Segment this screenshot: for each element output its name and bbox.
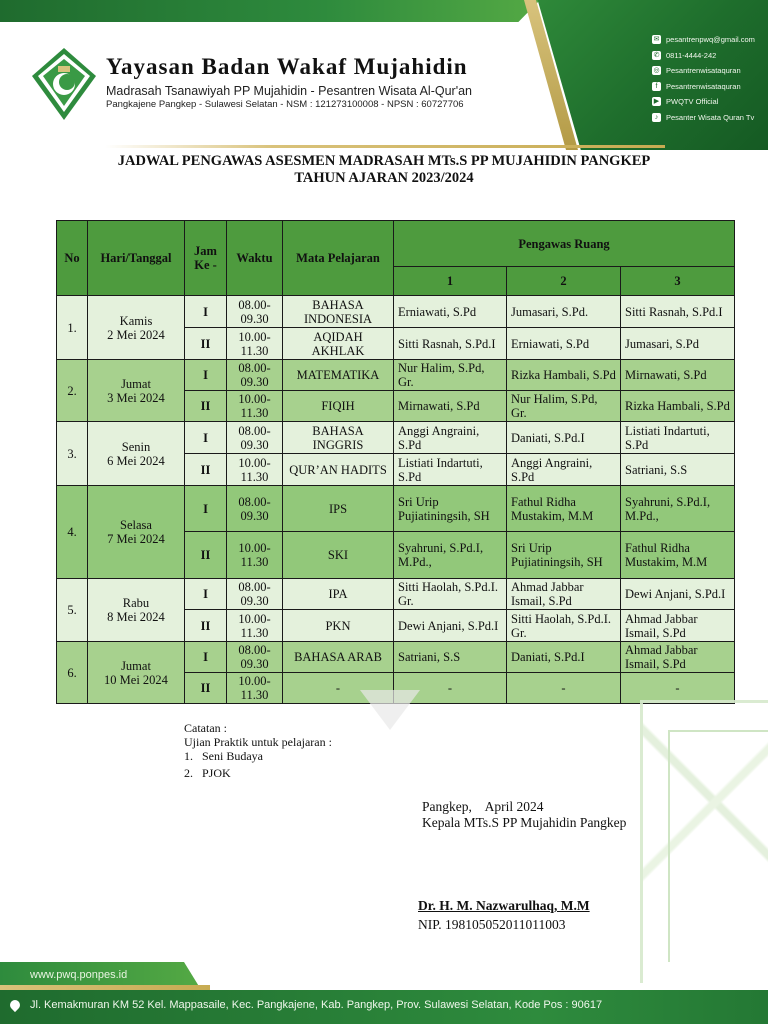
youtube-icon: ▶ [653,98,660,106]
contact-tiktok [652,110,768,126]
location-pin-icon [8,998,22,1012]
contact-text: Pesantrenwisataquran [666,66,741,76]
footer-address-text: Jl. Kemakmuran KM 52 Kel. Mappasaile, Kec. Pangkajene, Kab. Pangkep, Prov. Sulawesi Selatan, Kode Pos : 90617 [30,999,603,1011]
header-top-band [0,0,540,22]
signature-block [422,799,626,831]
session-subject: BAHASA INGGRIS [283,422,394,454]
session-jam: II [185,532,227,579]
header-room-1: 1 [394,267,507,296]
supervisor-room-1: Satriani, S.S [394,642,507,673]
supervisor-room-1: Sri Urip Pujiatiningsih, SH [394,486,507,532]
table-row [57,422,735,454]
foundation-logo [30,46,98,122]
header-mapel: Mata Pelajaran [283,221,394,296]
session-time: 08.00-09.30 [227,422,283,454]
row-number: 1. [57,296,88,360]
contact-text: 0811-4444-242 [666,50,717,60]
session-time: 08.00-09.30 [227,360,283,391]
header-divider [105,145,665,148]
supervisor-room-3: Fathul Ridha Mustakim, M.M [621,532,735,579]
row-day: Jumat 10 Mei 2024 [88,642,185,704]
session-time: 10.00-11.30 [227,673,283,704]
supervisor-room-2: - [507,673,621,704]
signer-nip: NIP. 198105052011011003 [418,917,566,932]
row-day: Rabu 8 Mei 2024 [88,579,185,642]
supervisor-room-2: Erniawati, S.Pd [507,328,621,360]
contact-text: pesantrenpwq@gmail.com [666,35,755,45]
session-jam: I [185,296,227,328]
supervisor-room-3: Mirnawati, S.Pd [621,360,735,391]
session-subject: BAHASA INDONESIA [283,296,394,328]
session-subject: MATEMATIKA [283,360,394,391]
header-room-2: 2 [507,267,621,296]
contact-instagram [652,63,768,79]
signature-position: Kepala MTs.S PP Mujahidin Pangkep [422,815,627,830]
session-jam: I [185,360,227,391]
supervisor-room-2: Sri Urip Pujiatiningsih, SH [507,532,621,579]
supervisor-room-3: Sitti Rasnah, S.Pd.I [621,296,735,328]
supervisor-room-3: - [621,673,735,704]
session-time: 10.00-11.30 [227,391,283,422]
supervisor-room-3: Rizka Hambali, S.Pd [621,391,735,422]
supervisor-room-2: Ahmad Jabbar Ismail, S.Pd [507,579,621,610]
signer-name: Dr. H. M. Nazwarulhaq, M.M [418,898,590,913]
supervisor-room-3: Syahruni, S.Pd.I, M.Pd., [621,486,735,532]
row-day: Kamis 2 Mei 2024 [88,296,185,360]
contact-text: PWQTV Official [666,97,719,107]
session-time: 10.00-11.30 [227,610,283,642]
header-day: Hari/Tanggal [88,221,185,296]
table-row [57,296,735,328]
organization-name: Yayasan Badan Wakaf Mujahidin [106,54,468,79]
school-address-ids: Pangkajene Pangkep - Sulawesi Selatan - NSM : 121273100008 - NPSN : 60727706 [106,99,464,110]
table-row [57,360,735,391]
session-subject: - [283,673,394,704]
signature-place-date: Pangkep, April 2024 [422,799,544,814]
supervisor-room-1: Listiati Indartuti, S.Pd [394,454,507,486]
supervisor-room-3: Dewi Anjani, S.Pd.I [621,579,735,610]
supervisor-room-2: Jumasari, S.Pd. [507,296,621,328]
contact-facebook [652,79,768,95]
supervisor-room-2: Daniati, S.Pd.I [507,642,621,673]
supervisor-room-1: Syahruni, S.Pd.I, M.Pd., [394,532,507,579]
session-time: 10.00-11.30 [227,328,283,360]
session-time: 10.00-11.30 [227,532,283,579]
supervisor-room-2: Anggi Angraini, S.Pd [507,454,621,486]
header-waktu: Waktu [227,221,283,296]
session-subject: SKI [283,532,394,579]
session-time: 08.00-09.30 [227,642,283,673]
row-number: 4. [57,486,88,579]
row-number: 6. [57,642,88,704]
supervisor-room-1: Dewi Anjani, S.Pd.I [394,610,507,642]
supervisor-room-1: Sitti Haolah, S.Pd.I. Gr. [394,579,507,610]
session-subject: IPS [283,486,394,532]
supervisor-room-3: Ahmad Jabbar Ismail, S.Pd [621,610,735,642]
session-subject: PKN [283,610,394,642]
instagram-icon: ◎ [653,67,660,75]
schedule-table [56,220,735,704]
supervisor-room-1: Sitti Rasnah, S.Pd.I [394,328,507,360]
watermark-shape [360,690,420,730]
table-row [57,486,735,532]
session-jam: II [185,328,227,360]
supervisor-room-2: Fathul Ridha Mustakim, M.M [507,486,621,532]
header-pengawas: Pengawas Ruang [394,221,735,267]
supervisor-room-3: Listiati Indartuti, S.Pd [621,422,735,454]
contact-list [652,32,768,125]
header-room-3: 3 [621,267,735,296]
session-subject: BAHASA ARAB [283,642,394,673]
list-item: 1. Seni Budaya [184,749,263,763]
session-time: 08.00-09.30 [227,579,283,610]
session-time: 08.00-09.30 [227,296,283,328]
supervisor-room-3: Jumasari, S.Pd [621,328,735,360]
notes-subtitle: Ujian Praktik untuk pelajaran : [184,735,332,749]
facebook-icon: f [652,82,661,91]
row-number: 5. [57,579,88,642]
row-day: Jumat 3 Mei 2024 [88,360,185,422]
session-jam: I [185,486,227,532]
session-jam: II [185,391,227,422]
row-number: 3. [57,422,88,486]
supervisor-room-2: Rizka Hambali, S.Pd [507,360,621,391]
session-jam: II [185,610,227,642]
session-jam: II [185,454,227,486]
supervisor-room-1: - [394,673,507,704]
supervisor-room-1: Nur Halim, S.Pd, Gr. [394,360,507,391]
notes-label: Catatan : [184,721,227,735]
email-icon: ✉ [653,36,660,44]
table-row [57,579,735,610]
contact-text: Pesantrenwisataquran [666,81,741,91]
session-jam: I [185,579,227,610]
list-item: 2. PJOK [184,766,231,780]
header-jam: Jam Ke - [185,221,227,296]
session-jam: II [185,673,227,704]
supervisor-room-1: Mirnawati, S.Pd [394,391,507,422]
session-subject: FIQIH [283,391,394,422]
phone-icon: ✆ [653,51,660,59]
row-day: Selasa 7 Mei 2024 [88,486,185,579]
contact-phone [652,48,768,64]
contact-text: Pesanter Wisata Quran Tv [666,112,755,122]
supervisor-room-1: Anggi Angraini, S.Pd [394,422,507,454]
header-no: No [57,221,88,296]
supervisor-room-3: Satriani, S.S [621,454,735,486]
tiktok-icon: ♪ [652,113,661,122]
decorative-pattern-inner [668,730,768,962]
session-jam: I [185,422,227,454]
row-day: Senin 6 Mei 2024 [88,422,185,486]
contact-youtube [652,94,768,110]
supervisor-room-2: Nur Halim, S.Pd, Gr. [507,391,621,422]
table-row [57,642,735,673]
session-jam: I [185,642,227,673]
school-name: Madrasah Tsanawiyah PP Mujahidin - Pesantren Wisata Al-Qur'an [106,84,472,98]
supervisor-room-2: Daniati, S.Pd.I [507,422,621,454]
supervisor-room-1: Erniawati, S.Pd [394,296,507,328]
supervisor-room-3: Ahmad Jabbar Ismail, S.Pd [621,642,735,673]
notes-section [184,721,332,780]
session-subject: IPA [283,579,394,610]
session-subject: QUR’AN HADITS [283,454,394,486]
footer-website: www.pwq.ponpes.id [30,969,128,981]
document-title: JADWAL PENGAWAS ASESMEN MADRASAH MTs.S PP MUJAHIDIN PANGKEP [117,153,651,169]
contact-email [652,32,768,48]
row-number: 2. [57,360,88,422]
supervisor-room-2: Sitti Haolah, S.Pd.I. Gr. [507,610,621,642]
session-time: 08.00-09.30 [227,486,283,532]
document-subtitle: TAHUN AJARAN 2023/2024 [294,170,474,186]
footer-address [10,999,602,1011]
session-time: 10.00-11.30 [227,454,283,486]
session-subject: AQIDAH AKHLAK [283,328,394,360]
